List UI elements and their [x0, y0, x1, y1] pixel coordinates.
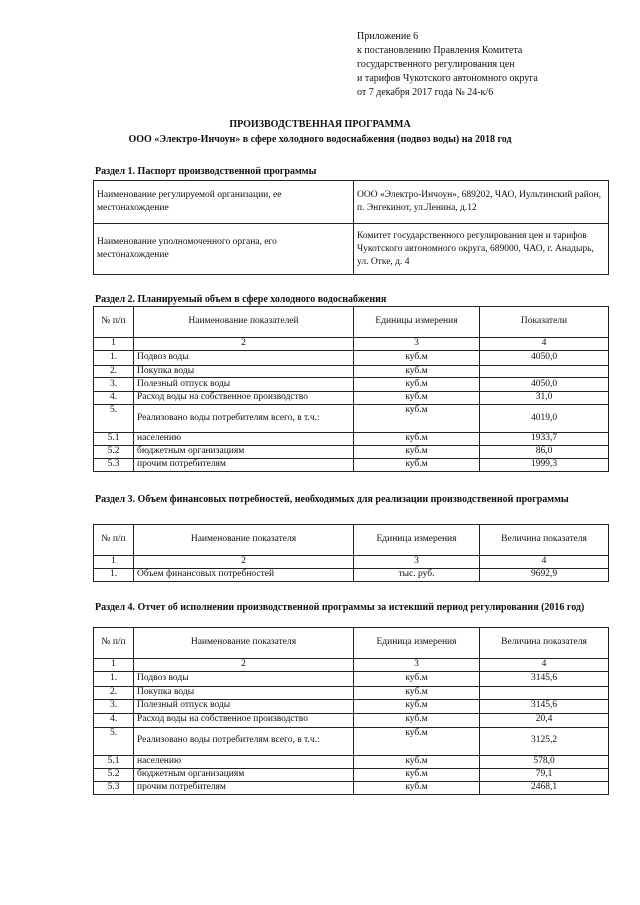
row-unit: куб.м: [354, 755, 480, 768]
section1-title: Раздел 1. Паспорт производственной программы: [95, 166, 317, 177]
row-value: 3145,6: [480, 699, 609, 713]
row-name: Подвоз воды: [134, 671, 354, 686]
row-name: Расход воды на собственное производство: [134, 392, 354, 405]
row-unit: куб.м: [354, 768, 480, 781]
colnum-cell: 2: [134, 556, 354, 569]
col-header-num: № п/п: [94, 628, 134, 659]
row-unit: куб.м: [354, 405, 480, 433]
row-name: Покупка воды: [134, 686, 354, 699]
colnum-cell: 4: [480, 556, 609, 569]
table-colnum-row: [94, 556, 609, 569]
col-header-unit: Единица измерения: [354, 525, 480, 556]
row-num: 1.: [94, 671, 134, 686]
table-row: [94, 713, 609, 727]
table-header-row: [94, 525, 609, 556]
passport-label: Наименование уполномоченного органа, его местонахождение: [94, 224, 354, 275]
appendix-line: Приложение 6: [357, 31, 419, 42]
table-row: [94, 671, 609, 686]
colnum-cell: 1: [94, 338, 134, 351]
table-colnum-row: [94, 659, 609, 672]
section2-table: [93, 306, 609, 472]
row-name: Реализовано воды потребителям всего, в т.ч.:: [134, 727, 354, 755]
row-value: 1999,3: [480, 458, 609, 471]
table-row: [94, 224, 609, 275]
colnum-cell: 3: [354, 338, 480, 351]
colnum-cell: 2: [134, 338, 354, 351]
row-unit: куб.м: [354, 365, 480, 378]
row-num: 1.: [94, 350, 134, 365]
passport-table: [93, 180, 609, 275]
table-row: [94, 405, 609, 433]
row-num: 5.2: [94, 768, 134, 781]
table-row: [94, 568, 609, 581]
colnum-cell: 4: [480, 659, 609, 672]
row-name: Подвоз воды: [134, 350, 354, 365]
table-row: [94, 727, 609, 755]
row-value: 20,4: [480, 713, 609, 727]
colnum-cell: 3: [354, 659, 480, 672]
row-num: 5.2: [94, 445, 134, 458]
row-unit: куб.м: [354, 713, 480, 727]
col-header-name: Наименование показателя: [134, 525, 354, 556]
row-value: [480, 686, 609, 699]
passport-value: Комитет государственного регулирования цен и тарифов Чукотского автономного округа, 689000, ЧАО, г. Анадырь, ул. Отке, д. 4: [354, 224, 609, 275]
row-unit: куб.м: [354, 671, 480, 686]
row-value: 1933,7: [480, 433, 609, 446]
col-header-num: № п/п: [94, 307, 134, 338]
table-header-row: [94, 628, 609, 659]
table-row: [94, 768, 609, 781]
appendix-block: [357, 30, 538, 100]
table-colnum-row: [94, 338, 609, 351]
page-subtitle: ООО «Электро-Инчоун» в сфере холодного водоснабжения (подвоз воды) на 2018 год: [128, 134, 512, 145]
table-row: [94, 350, 609, 365]
row-name: Полезный отпуск воды: [134, 699, 354, 713]
col-header-num: № п/п: [94, 525, 134, 556]
col-header-value: Величина показателя: [480, 628, 609, 659]
row-value: 9692,9: [480, 568, 609, 581]
table-row: [94, 755, 609, 768]
row-value: 31,0: [480, 392, 609, 405]
row-name: бюджетным организациям: [134, 445, 354, 458]
colnum-cell: 1: [94, 556, 134, 569]
row-num: 5.3: [94, 781, 134, 794]
row-unit: куб.м: [354, 433, 480, 446]
row-num: 4.: [94, 713, 134, 727]
row-num: 2.: [94, 686, 134, 699]
row-unit: куб.м: [354, 781, 480, 794]
table-row: [94, 181, 609, 224]
table-row: [94, 686, 609, 699]
colnum-cell: 3: [354, 556, 480, 569]
appendix-line: к постановлению Правления Комитета: [357, 45, 523, 56]
row-unit: куб.м: [354, 686, 480, 699]
row-num: 3.: [94, 699, 134, 713]
row-value: 4019,0: [480, 405, 609, 433]
section4-title: Раздел 4. Отчет об исполнении производственной программы за истекший период регулирования (2016 год): [95, 602, 585, 613]
row-num: 5.3: [94, 458, 134, 471]
row-unit: куб.м: [354, 458, 480, 471]
table-header-row: [94, 307, 609, 338]
row-value: 4050,0: [480, 378, 609, 392]
col-header-unit: Единица измерения: [354, 628, 480, 659]
colnum-cell: 2: [134, 659, 354, 672]
row-name: бюджетным организациям: [134, 768, 354, 781]
table-row: [94, 433, 609, 446]
row-name: прочим потребителям: [134, 781, 354, 794]
row-name: Реализовано воды потребителям всего, в т.ч.:: [134, 405, 354, 433]
row-value: 4050,0: [480, 350, 609, 365]
row-value: 79,1: [480, 768, 609, 781]
colnum-cell: 1: [94, 659, 134, 672]
row-num: 5.1: [94, 755, 134, 768]
row-num: 4.: [94, 392, 134, 405]
row-num: 5.1: [94, 433, 134, 446]
row-unit: тыс. руб.: [354, 568, 480, 581]
page-title: ПРОИЗВОДСТВЕННАЯ ПРОГРАММА: [229, 119, 411, 130]
row-name: Покупка воды: [134, 365, 354, 378]
colnum-cell: 4: [480, 338, 609, 351]
row-unit: куб.м: [354, 699, 480, 713]
row-unit: куб.м: [354, 445, 480, 458]
row-unit: куб.м: [354, 378, 480, 392]
passport-value: ООО «Электро-Инчоун», 689202, ЧАО, Иультинский район, п. Энгекинот, ул.Ленина, д.12: [354, 181, 609, 224]
appendix-line: от 7 декабря 2017 года № 24-к/6: [357, 87, 494, 98]
row-value: 86,0: [480, 445, 609, 458]
col-header-name: Наименование показателя: [134, 628, 354, 659]
row-name: Полезный отпуск воды: [134, 378, 354, 392]
col-header-name: Наименование показателей: [134, 307, 354, 338]
row-unit: куб.м: [354, 350, 480, 365]
row-name: населению: [134, 755, 354, 768]
table-row: [94, 392, 609, 405]
row-value: 3145,6: [480, 671, 609, 686]
row-value: 578,0: [480, 755, 609, 768]
section3-title: Раздел 3. Объем финансовых потребностей, необходимых для реализации производственной программы: [95, 494, 569, 505]
row-value: [480, 365, 609, 378]
table-row: [94, 458, 609, 471]
section2-title: Раздел 2. Планируемый объем в сфере холодного водоснабжения: [95, 294, 387, 305]
row-name: Расход воды на собственное производство: [134, 713, 354, 727]
table-row: [94, 699, 609, 713]
row-num: 5.: [94, 405, 134, 433]
table-row: [94, 365, 609, 378]
row-name: прочим потребителям: [134, 458, 354, 471]
section4-table: [93, 627, 609, 795]
section3-table: [93, 524, 609, 582]
row-value: 2468,1: [480, 781, 609, 794]
row-num: 1.: [94, 568, 134, 581]
row-name: населению: [134, 433, 354, 446]
row-value: 3125,2: [480, 727, 609, 755]
row-unit: куб.м: [354, 727, 480, 755]
passport-label: Наименование регулируемой организации, ее местонахождение: [94, 181, 354, 224]
col-header-unit: Единицы измерения: [354, 307, 480, 338]
appendix-line: и тарифов Чукотского автономного округа: [357, 73, 538, 84]
col-header-value: Показатели: [480, 307, 609, 338]
row-num: 5.: [94, 727, 134, 755]
row-num: 2.: [94, 365, 134, 378]
row-name: Объем финансовых потребностей: [134, 568, 354, 581]
row-unit: куб.м: [354, 392, 480, 405]
table-row: [94, 445, 609, 458]
appendix-line: государственного регулирования цен: [357, 59, 515, 70]
table-row: [94, 378, 609, 392]
col-header-value: Величина показателя: [480, 525, 609, 556]
row-num: 3.: [94, 378, 134, 392]
table-row: [94, 781, 609, 794]
